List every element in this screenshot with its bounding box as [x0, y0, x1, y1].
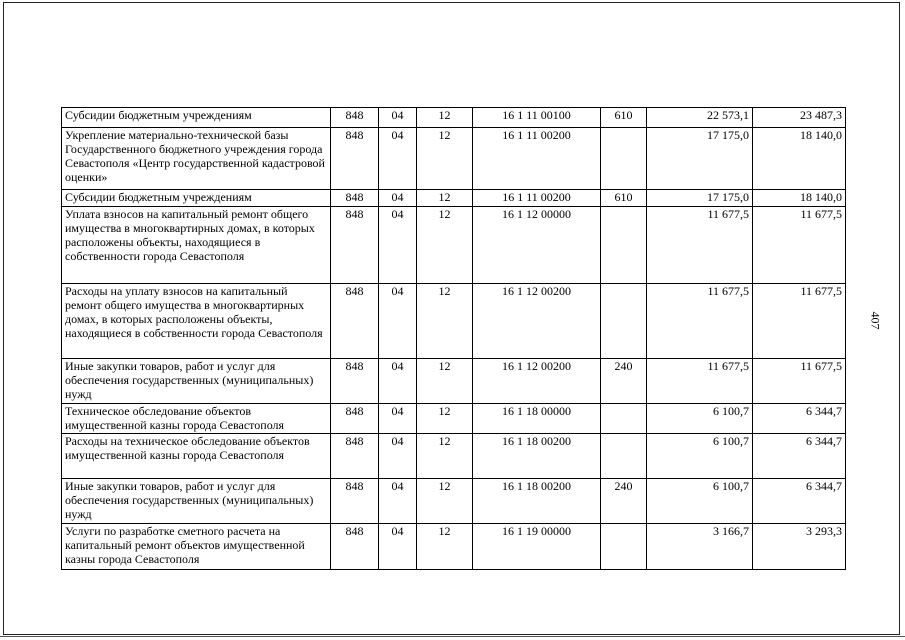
- page-number: 407: [868, 311, 883, 330]
- row-cs: 16 1 12 00200: [473, 284, 601, 359]
- row-gr: 848: [331, 190, 379, 207]
- row-value-2: 6 344,7: [753, 479, 846, 524]
- row-cs: 16 1 11 00100: [473, 108, 601, 128]
- row-rz: 04: [379, 359, 417, 404]
- row-name: Иные закупки товаров, работ и услуг для обеспечения государственных (муниципальных) нужд: [62, 359, 331, 404]
- row-pr: 12: [417, 404, 473, 434]
- row-pr: 12: [417, 479, 473, 524]
- row-vr: [601, 284, 647, 359]
- row-rz: 04: [379, 434, 417, 479]
- row-pr: 12: [417, 108, 473, 128]
- row-gr: 848: [331, 524, 379, 570]
- row-name: Субсидии бюджетным учреждениям: [62, 190, 331, 207]
- row-name: Расходы на уплату взносов на капитальный ремонт общего имущества в многоквартирных домах, в которых расположены объекты, находящиеся в собственности города Севастополя: [62, 284, 331, 359]
- table-row: [62, 404, 846, 434]
- table-row: [62, 128, 846, 190]
- row-cs: 16 1 11 00200: [473, 190, 601, 207]
- row-rz: 04: [379, 404, 417, 434]
- row-value-2: 11 677,5: [753, 207, 846, 284]
- row-rz: 04: [379, 108, 417, 128]
- row-value-1: 17 175,0: [647, 190, 753, 207]
- row-vr: 610: [601, 108, 647, 128]
- row-name: Иные закупки товаров, работ и услуг для обеспечения государственных (муниципальных) нужд: [62, 479, 331, 524]
- row-name: Услуги по разработке сметного расчета на капитальный ремонт объектов имущественной казны города Севастополя: [62, 524, 331, 570]
- row-rz: 04: [379, 479, 417, 524]
- table-row: [62, 479, 846, 524]
- row-cs: 16 1 18 00200: [473, 434, 601, 479]
- row-vr: [601, 128, 647, 190]
- row-rz: 04: [379, 190, 417, 207]
- row-name: Укрепление материально-технической базы Государственного бюджетного учреждения города Севастополя «Центр государственной кадастровой оценки»: [62, 128, 331, 190]
- row-value-1: 11 677,5: [647, 359, 753, 404]
- row-cs: 16 1 12 00000: [473, 207, 601, 284]
- row-vr: [601, 524, 647, 570]
- row-gr: 848: [331, 434, 379, 479]
- row-gr: 848: [331, 128, 379, 190]
- table-row: [62, 434, 846, 479]
- row-value-2: 6 344,7: [753, 434, 846, 479]
- row-cs: 16 1 12 00200: [473, 359, 601, 404]
- row-value-1: 22 573,1: [647, 108, 753, 128]
- row-name: Техническое обследование объектов имущественной казны города Севастополя: [62, 404, 331, 434]
- row-pr: 12: [417, 359, 473, 404]
- row-cs: 16 1 18 00200: [473, 479, 601, 524]
- row-value-2: 6 344,7: [753, 404, 846, 434]
- row-value-2: 18 140,0: [753, 128, 846, 190]
- row-pr: 12: [417, 190, 473, 207]
- row-value-1: 11 677,5: [647, 207, 753, 284]
- row-cs: 16 1 18 00000: [473, 404, 601, 434]
- row-vr: [601, 434, 647, 479]
- row-vr: 610: [601, 190, 647, 207]
- row-value-2: 18 140,0: [753, 190, 846, 207]
- row-value-1: 6 100,7: [647, 404, 753, 434]
- row-gr: 848: [331, 359, 379, 404]
- budget-table: [61, 107, 846, 570]
- row-rz: 04: [379, 524, 417, 570]
- row-rz: 04: [379, 207, 417, 284]
- scan-edge-line: [0, 636, 905, 637]
- row-value-2: 3 293,3: [753, 524, 846, 570]
- row-rz: 04: [379, 284, 417, 359]
- table-row: [62, 284, 846, 359]
- row-value-2: 11 677,5: [753, 284, 846, 359]
- row-gr: 848: [331, 207, 379, 284]
- row-value-1: 11 677,5: [647, 284, 753, 359]
- row-name: Субсидии бюджетным учреждениям: [62, 108, 331, 128]
- row-pr: 12: [417, 207, 473, 284]
- row-name: Расходы на техническое обследование объектов имущественной казны города Севастополя: [62, 434, 331, 479]
- row-gr: 848: [331, 108, 379, 128]
- row-value-2: 11 677,5: [753, 359, 846, 404]
- row-vr: 240: [601, 359, 647, 404]
- table-row: [62, 190, 846, 207]
- row-gr: 848: [331, 404, 379, 434]
- row-gr: 848: [331, 479, 379, 524]
- row-value-1: 3 166,7: [647, 524, 753, 570]
- row-pr: 12: [417, 434, 473, 479]
- row-vr: [601, 404, 647, 434]
- row-cs: 16 1 19 00000: [473, 524, 601, 570]
- row-cs: 16 1 11 00200: [473, 128, 601, 190]
- table-row: [62, 359, 846, 404]
- table-row: [62, 108, 846, 128]
- row-name: Уплата взносов на капитальный ремонт общего имущества в многоквартирных домах, в которых расположены объекты, находящиеся в собственности города Севастополя: [62, 207, 331, 284]
- row-vr: 240: [601, 479, 647, 524]
- row-vr: [601, 207, 647, 284]
- row-pr: 12: [417, 284, 473, 359]
- row-pr: 12: [417, 524, 473, 570]
- row-value-2: 23 487,3: [753, 108, 846, 128]
- row-pr: 12: [417, 128, 473, 190]
- row-value-1: 6 100,7: [647, 434, 753, 479]
- row-rz: 04: [379, 128, 417, 190]
- row-value-1: 6 100,7: [647, 479, 753, 524]
- row-gr: 848: [331, 284, 379, 359]
- table-row: [62, 207, 846, 284]
- row-value-1: 17 175,0: [647, 128, 753, 190]
- table-row: [62, 524, 846, 570]
